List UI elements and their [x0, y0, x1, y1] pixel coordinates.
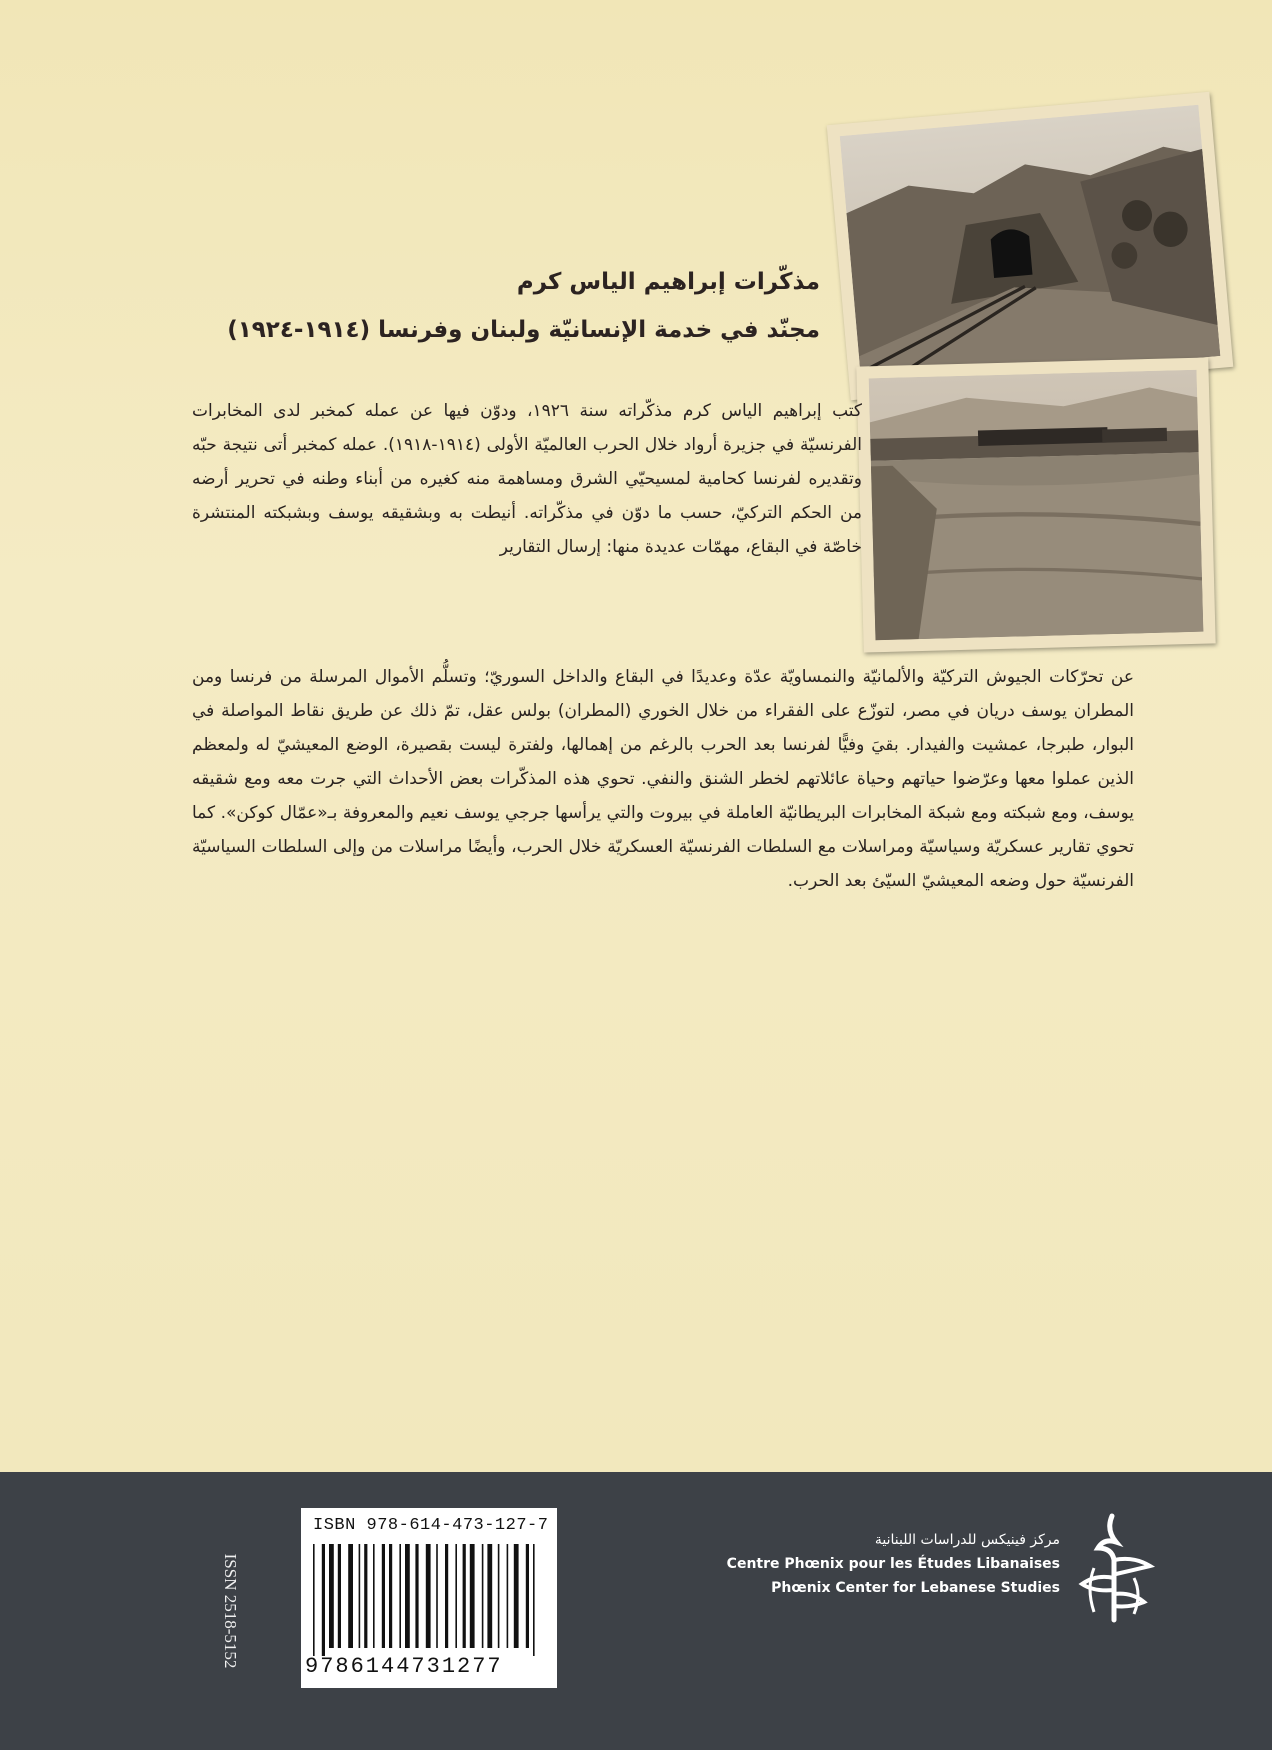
barcode-bar [526, 1544, 529, 1648]
barcode-bar [470, 1544, 475, 1648]
barcode-bar [514, 1544, 519, 1648]
barcode-bar [436, 1544, 438, 1648]
barcode-bar [455, 1544, 457, 1648]
barcode-bar [382, 1544, 385, 1648]
barcode-bar [359, 1544, 361, 1648]
title-block [220, 266, 820, 362]
isbn-barcode [301, 1508, 557, 1688]
book-subtitle: مجنّد في خدمة الإنسانيّة ولبنان وفرنسا (١٩١٤-١٩٢٤) [227, 317, 820, 343]
barcode-bar [399, 1544, 401, 1648]
publisher-name-arabic: مركز فينيكس للدراسات اللبنانية [874, 1532, 1060, 1548]
issn-number: ISSN 2518-5152 [221, 1553, 240, 1669]
publisher-name-english: Phœnix Center for Lebanese Studies [771, 1580, 1060, 1596]
isbn-label: ISBN 978-614-473-127-7 [313, 1516, 549, 1535]
barcode-bar [322, 1544, 325, 1656]
barcode-bar [405, 1544, 410, 1648]
barcode-digits: 9786144731277 [305, 1654, 503, 1679]
barcode-bar [389, 1544, 392, 1648]
description-paragraph-part-1: كتب إبراهيم الياس كرم مذكّراته سنة ١٩٢٦، ودوّن فيها عن عمله كمخبر لدى المخابرات الفرنسيّة في جزيرة أرواد خلال الحرب العالميّة الأولى (١٩١٤-١٩١٨). عمله كمخبر أتى نتيجة حبّه وتقديره لفرنسا كحامية لمسيحيّي الشرق ومساهمة منه كغيره من أبناء وطنه في تحرير أرضه من الحكم التركيّ، حسب ما دوّن في مذكّراته. أنيطت به وبشقيقه يوسف وبشبكته المنتشرة خاصّة في البقاع، مهمّات عديدة منها: إرسال التقارير [192, 401, 862, 557]
barcode-bar [313, 1544, 315, 1656]
barcode-bar [338, 1544, 341, 1648]
barcode-bar [487, 1544, 492, 1648]
barcode-bar [364, 1544, 367, 1648]
publisher-name-french: Centre Phœnix pour les Études Libanaises [726, 1556, 1060, 1572]
photo-railway-station [856, 357, 1215, 652]
barcode-bar [482, 1544, 484, 1648]
barcode-bar [463, 1544, 466, 1648]
description-paragraph-part-2: عن تحرّكات الجيوش التركيّة والألمانيّة والنمساويّة عدّة وعديدًا في البقاع والداخل السوريّ؛ وتسلُّم الأموال المرسلة من فرنسا ومن المطران يوسف دريان في مصر، لتوزّع على الفقراء من خلال الخوري (المطران) بولس عقل، تمّ ذلك عن طريق نقاط المواصلة في البوار، طبرجا، عمشيت والفيدار. بقيَ وفيًّا لفرنسا بعد الحرب بالرغم من إهمالها، ولفترة ليست بقصيرة، الوضع المعيشيّ له ولمعظم الذين عملوا معها وعرّضوا حياتهم وحياة عائلاتهم لخطر الشنق والنفي. تحوي هذه المذكّرات بعض الأحداث التي جرت معه ومع شقيقه يوسف، ومع شبكته ومع شبكة المخابرات البريطانيّة العاملة في بيروت والتي يرأسها جرجي يوسف نعيم والمعروفة بـ«عمّال كوكن». كما تحوي تقارير عسكريّة وسياسيّة ومراسلات مع السلطات الفرنسيّة العسكريّة خلال الحرب، وأيضًا مراسلات من وإلى السلطات السياسيّة الفرنسيّة حول وضعه المعيشيّ السيّئ بعد الحرب. [192, 667, 1134, 891]
phoenix-logo-icon [1064, 1508, 1164, 1628]
barcode-bar [507, 1544, 509, 1648]
book-title: مذكّرات إبراهيم الياس كرم [516, 269, 820, 295]
barcode-bar [445, 1544, 448, 1648]
publisher-block [640, 1532, 1060, 1604]
barcode-bar [498, 1544, 500, 1648]
photo-railway-tunnel [827, 92, 1234, 400]
barcode-bar [426, 1544, 431, 1648]
barcode-bar [415, 1544, 418, 1648]
barcode-bar [533, 1544, 535, 1656]
barcode-bar [373, 1544, 375, 1648]
barcode-bar [329, 1544, 334, 1648]
barcode-bar [348, 1544, 353, 1648]
barcode-bars [311, 1544, 547, 1656]
